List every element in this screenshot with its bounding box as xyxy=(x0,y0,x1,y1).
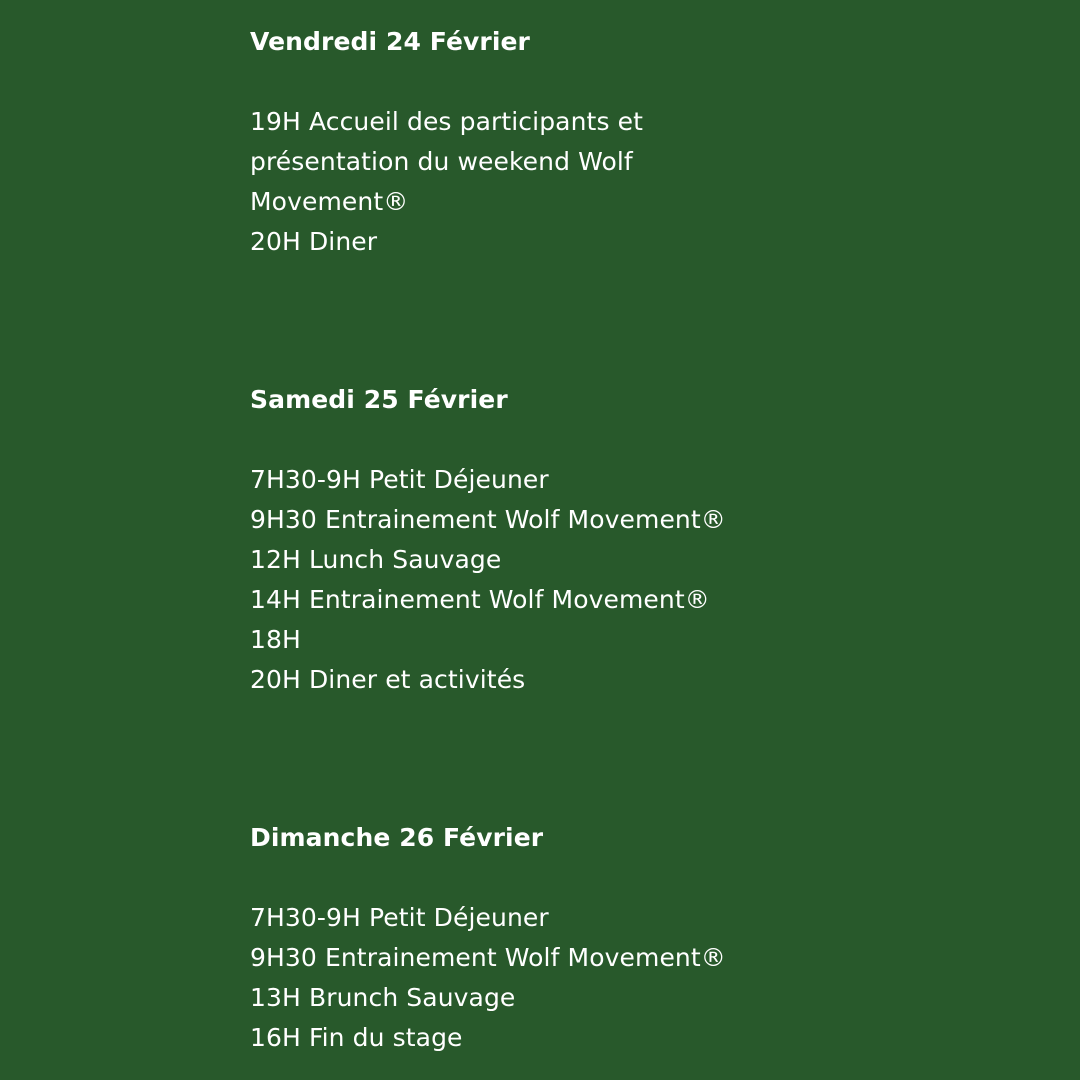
event-item: 16H Fin du stage xyxy=(250,1023,463,1052)
event-item: 18H xyxy=(250,625,301,654)
event-item: 7H30-9H Petit Déjeuner xyxy=(250,465,549,494)
event-item: 9H30 Entrainement Wolf Movement® xyxy=(250,505,726,534)
day-title: Vendredi 24 Février xyxy=(250,27,530,56)
event-item: 12H Lunch Sauvage xyxy=(250,545,502,574)
event-item: 9H30 Entrainement Wolf Movement® xyxy=(250,943,726,972)
day-friday xyxy=(250,22,850,262)
event-item: 13H Brunch Sauvage xyxy=(250,983,516,1012)
day-title: Dimanche 26 Février xyxy=(250,823,544,852)
day-saturday xyxy=(250,380,850,700)
event-item: 7H30-9H Petit Déjeuner xyxy=(250,903,549,932)
day-title: Samedi 25 Février xyxy=(250,385,508,414)
event-item: 20H Diner et activités xyxy=(250,665,526,694)
event-item: 19H Accueil des participants et présentation du weekend Wolf Movement® xyxy=(250,107,643,216)
day-sunday xyxy=(250,818,850,1058)
event-item: 14H Entrainement Wolf Movement® xyxy=(250,585,710,614)
event-item: 20H Diner xyxy=(250,227,378,256)
